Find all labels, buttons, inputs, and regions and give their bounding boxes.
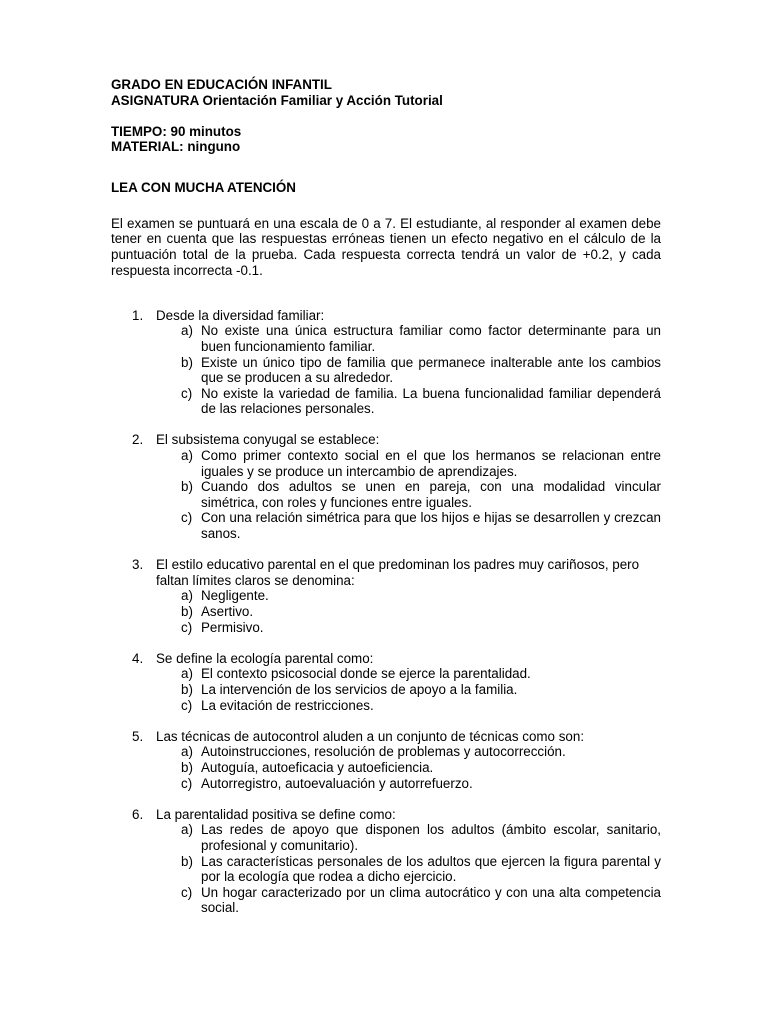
answer-option xyxy=(156,448,661,479)
option-letter: b) xyxy=(181,354,193,370)
exam-instructions: El examen se puntuará en una escala de 0 a 7. El estudiante, al responder al examen debe tener en cuenta que las respuestas erróneas tienen un efecto negativo en el cálculo de la puntuación total de la prueba. Cada respuesta correcta tendrá un valor de +0.2, y cada respuesta incorrecta -0.1. xyxy=(111,215,661,278)
option-letter: c) xyxy=(181,697,193,713)
option-letter: c) xyxy=(181,775,193,791)
option-text: Como primer contexto social en el que los hermanos se relacionan entre iguales y se produce un intercambio de aprendizajes. xyxy=(201,448,661,479)
question-item xyxy=(111,651,661,713)
exam-content xyxy=(111,77,661,931)
option-text: Las redes de apoyo que disponen los adultos (ámbito escolar, sanitario, profesional y comunitario). xyxy=(201,822,661,853)
answer-options xyxy=(156,448,661,542)
option-letter: c) xyxy=(181,619,193,635)
option-text: Las características personales de los adultos que ejercen la figura parental y por la ecología que rodea a dicho ejercicio. xyxy=(201,853,661,885)
option-text: Autorregistro, autoevaluación y autorrefuerzo. xyxy=(201,775,473,791)
question-item xyxy=(111,807,661,916)
question-number: 1. xyxy=(132,307,144,323)
answer-option xyxy=(156,744,661,760)
answer-option xyxy=(156,822,661,853)
option-text: No existe la variedad de familia. La buena funcionalidad familiar dependerá de las relaciones personales. xyxy=(201,385,661,417)
answer-options xyxy=(156,822,661,916)
option-letter: b) xyxy=(181,759,193,775)
option-text: La evitación de restricciones. xyxy=(201,697,374,713)
option-text: Cuando dos adultos se unen en pareja, con una modalidad vincular simétrica, con roles y funciones entre iguales. xyxy=(201,479,661,510)
answer-option xyxy=(156,588,661,604)
answer-options xyxy=(156,744,661,791)
question-item xyxy=(111,557,661,635)
option-text: Existe un único tipo de familia que permanece inalterable ante los cambios que se producen a su alrededor. xyxy=(201,354,661,386)
question-list xyxy=(111,308,661,916)
answer-option xyxy=(156,355,661,386)
answer-option xyxy=(156,698,661,714)
option-letter: b) xyxy=(181,681,193,697)
degree-title: GRADO EN EDUCACIÓN INFANTIL xyxy=(111,77,332,92)
question-text: Se define la ecología parental como: xyxy=(156,650,374,666)
option-letter: a) xyxy=(181,744,193,760)
option-letter: c) xyxy=(181,510,193,526)
answer-option xyxy=(156,620,661,636)
answer-option xyxy=(156,604,661,620)
option-text: Negligente. xyxy=(201,588,269,604)
answer-options xyxy=(156,666,661,713)
answer-option xyxy=(156,510,661,541)
option-letter: a) xyxy=(181,448,193,464)
answer-option xyxy=(156,479,661,510)
question-item xyxy=(111,729,661,791)
question-text: Las técnicas de autocontrol aluden a un conjunto de técnicas como son: xyxy=(156,728,585,744)
option-letter: a) xyxy=(181,666,193,682)
answer-option xyxy=(156,666,661,682)
question-item xyxy=(111,308,661,417)
question-item xyxy=(111,432,661,541)
exam-time: TIEMPO: 90 minutos xyxy=(111,123,242,139)
option-letter: b) xyxy=(181,479,193,495)
option-text: Un hogar caracterizado por un clima autocrático y con una alta competencia social. xyxy=(201,884,661,916)
option-text: Autoguía, autoeficacia y autoeficiencia. xyxy=(201,759,434,775)
answer-option xyxy=(156,386,661,417)
exam-material: MATERIAL: ninguno xyxy=(111,139,241,155)
option-text: El contexto psicosocial donde se ejerce la parentalidad. xyxy=(201,666,531,682)
question-number: 4. xyxy=(132,650,144,666)
option-letter: c) xyxy=(181,884,193,900)
question-text: El subsistema conyugal se establece: xyxy=(156,432,380,448)
question-text: Desde la diversidad familiar: xyxy=(156,307,325,323)
option-text: Con una relación simétrica para que los hijos e hijas se desarrollen y crezcan sanos. xyxy=(201,510,661,542)
option-letter: c) xyxy=(181,385,193,401)
option-text: No existe una única estructura familiar como factor determinante para un buen funcionamiento familiar. xyxy=(201,323,661,354)
question-text: El estilo educativo parental en el que predominan los padres muy cariñosos, pero faltan límites claros se denomina: xyxy=(156,557,640,588)
answer-options xyxy=(156,588,661,635)
question-text: La parentalidad positiva se define como: xyxy=(156,806,396,822)
option-letter: a) xyxy=(181,323,193,339)
answer-options xyxy=(156,323,661,417)
answer-option xyxy=(156,323,661,354)
option-letter: b) xyxy=(181,853,193,869)
question-number: 3. xyxy=(132,557,144,573)
course-title: ASIGNATURA Orientación Familiar y Acción Tutorial xyxy=(111,92,443,108)
answer-option xyxy=(156,854,661,885)
answer-option xyxy=(156,776,661,792)
option-letter: b) xyxy=(181,604,193,619)
question-number: 5. xyxy=(132,728,144,744)
notice-heading: LEA CON MUCHA ATENCIÓN xyxy=(111,179,296,195)
option-letter: a) xyxy=(181,588,193,604)
answer-option xyxy=(156,682,661,698)
answer-option xyxy=(156,885,661,916)
option-letter: a) xyxy=(181,822,193,838)
question-number: 2. xyxy=(132,432,144,448)
option-text: Permisivo. xyxy=(201,619,264,635)
option-text: La intervención de los servicios de apoyo a la familia. xyxy=(201,681,518,697)
option-text: Asertivo. xyxy=(201,604,254,619)
answer-option xyxy=(156,760,661,776)
question-number: 6. xyxy=(132,806,144,822)
option-text: Autoinstrucciones, resolución de problemas y autocorrección. xyxy=(201,744,566,760)
